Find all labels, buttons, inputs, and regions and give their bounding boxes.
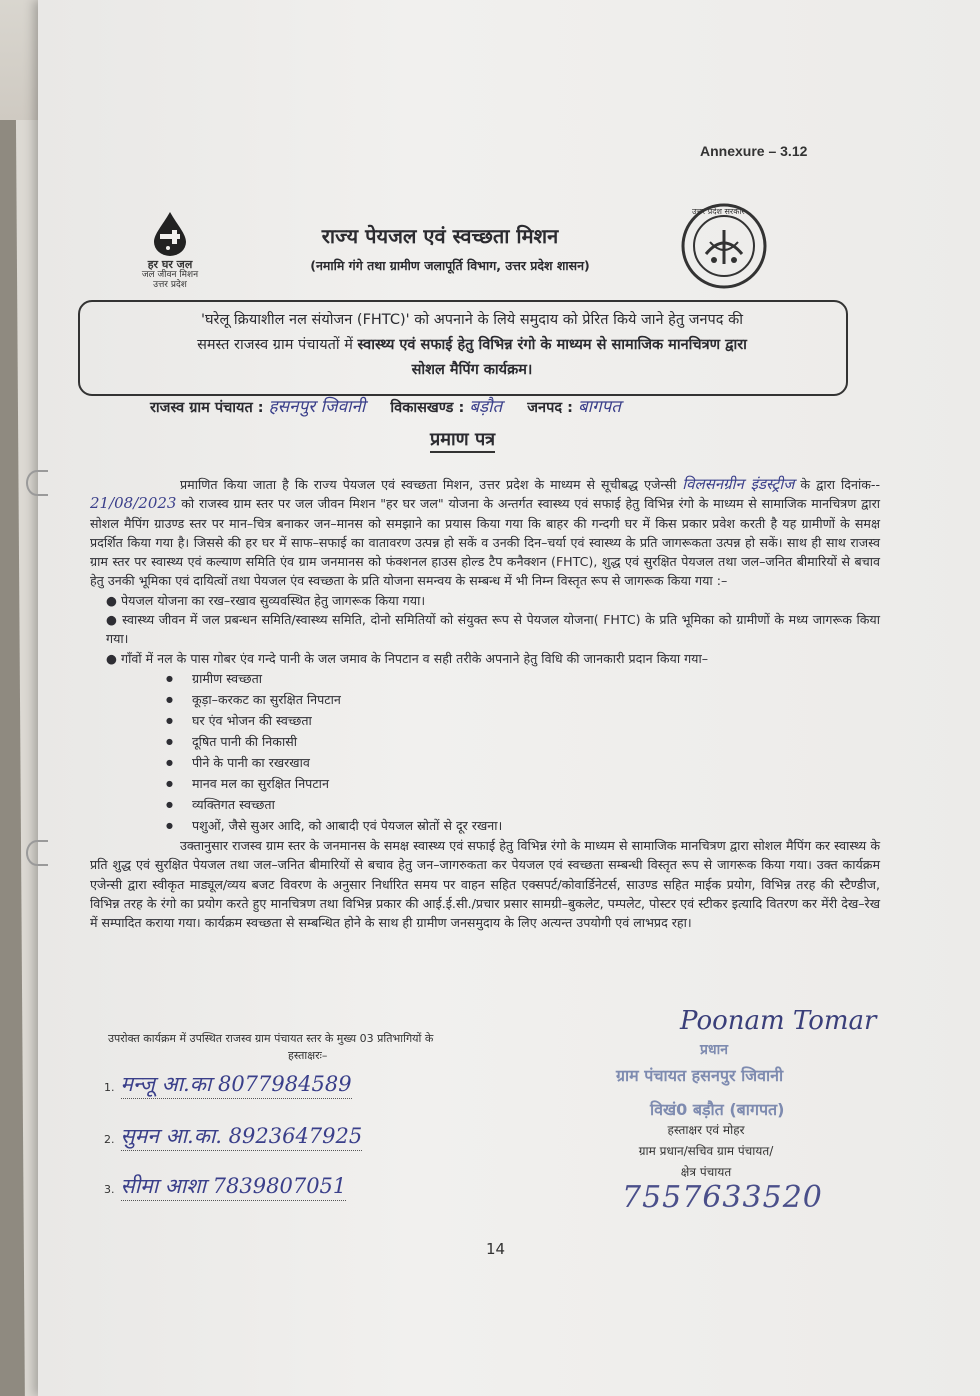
signature-number: 2. — [104, 1133, 115, 1146]
certificate-title: प्रमाण पत्र — [430, 427, 495, 453]
participant-signature-3 — [104, 1172, 346, 1201]
list-item: ● पशुओं, जैसे सुअर आदि, को आबादी एवं पेयजल स्रोतों से दूर रखना। — [166, 815, 880, 836]
location-fields — [150, 394, 850, 417]
participants-intro-line: उपरोक्त कार्यक्रम में उपस्थित राजस्व ग्राम पंचायत स्तर के मुख्य 03 प्रतिभागियों के — [108, 1032, 434, 1045]
bullet-1: ● पेयजल योजना का रख–रखाव सुव्यवस्थित हेतु जागरूक किया गया। — [106, 592, 426, 608]
list-item: ● दूषित पानी की निकासी — [166, 731, 880, 752]
participant-signature-2 — [104, 1122, 362, 1151]
program-line-3: सोशल मैपिंग कार्यक्रम। — [411, 362, 533, 378]
signer-line-1: हस्ताक्षर एवं मोहर — [667, 1123, 745, 1137]
signature-handwritten: मन्जू आ.का 8077984589 — [121, 1070, 352, 1099]
bullet-3: ● गाँवों में नल के पास गोबर एंव गन्दे पानी के जल जमाव के निपटान व सही तरीके अपनाने हेतु विधि की जानकारी प्रदान किया गया– — [106, 650, 709, 666]
program-title-text — [92, 308, 852, 383]
panchayat-value: हसनपुर जिवानी — [268, 397, 366, 417]
pradhan-signature: Poonam Tomar — [680, 1006, 877, 1036]
list-item: ● मानव मल का सुरक्षित निपटान — [166, 773, 880, 794]
logo-line-1: हर घर जल — [147, 258, 193, 271]
bullet-2: ● स्वास्थ्य जीवन में जल प्रबन्धन समिति/स्वास्थ्य समिति, दोनो समितियों को संयुक्त रूप से पेयजल योजना( FHTC) के प्रति भूमिका को ग्रामीणों के मध्य जागरूक किया गया। — [106, 612, 880, 647]
paragraph-2: उक्तानुसार राजस्व ग्राम स्तर के जनमानस के समक्ष स्वास्थ्य एवं सफाई हेतु विभिन्न रंगो के माध्यम से सामाजिक मानचित्रण द्वारा सोशल मैपिंग कर स्वास्थ्य के प्रति शुद्ध एवं सुरक्षित पेयजल तथा जल–जनित बीमारियों से बचाव हेतु जन–जागरुकता कर पेयजल एवं स्वच्छता सम्बन्धी विस्तृत रूप से जागरूक किया गया। उक्त कार्यक्रम एजेन्सी द्वारा स्वीकृत माड्यूल/व्यय बजट विवरण के अनुसार निर्धारित समय पर वाहन सहित एक्सपर्ट/कोवार्डिनेटर्स, साउण्ड सहित माईक प्रयोग, विभिन्न तरह की स्टैण्डीज, विभिन्न तरह के रंगो का प्रयोग करते हुए मानचित्रण तथा विभिन्न प्रकार की आई.ई.सी./प्रचार प्रसार सामग्री–बुकलेट, पम्पलेट, पोस्टर एवं स्टीकर इत्यादि वितरण कर मेंरी देख–रेख में सम्पादित कराया गया। कार्यक्रम स्वच्छता से सम्बन्धित होने के साथ ही ग्रामीण जनसमुदाय के लिए अत्यन्त उपयोगी एवं लाभप्रद रहा। — [90, 837, 880, 931]
mission-title: राज्य पेयजल एवं स्वच्छता मिशन — [321, 224, 559, 248]
mission-subtitle: (नमामि गंगे तथा ग्रामीण जलापूर्ति विभाग, उत्तर प्रदेश शासन) — [310, 258, 590, 273]
list-item: ● पीने के पानी का रखरखाव — [166, 752, 880, 773]
bullet-3-text: गाँवों में नल के पास गोबर एंव गन्दे पानी के जल जमाव के निपटान व सही तरीके अपनाने हेतु विधि की जानकारी प्रदान किया गया– — [121, 650, 709, 666]
logo-line-3: उत्तर प्रदेश — [153, 280, 187, 290]
bullet-1-text: पेयजल योजना का रख–रखाव सुव्यवस्थित हेतु जागरूक किया गया। — [121, 592, 426, 608]
logo-line-2: जल जीवन मिशन — [141, 270, 199, 280]
signature-number: 3. — [104, 1183, 115, 1196]
block-value: बड़ौत — [469, 397, 503, 417]
stamp-block: विखं0 बड़ौत (बागपत) — [650, 1100, 785, 1119]
bullet-2-text: स्वास्थ्य जीवन में जल प्रबन्धन समिति/स्वास्थ्य समिति, दोनो समितियों को संयुक्त रूप से पेयजल योजना( FHTC) के प्रति भूमिका को ग्रामीणों के मध्य जागरूक किया गया। — [106, 612, 880, 647]
seal-text: उत्तर प्रदेश सरकार — [692, 207, 745, 216]
sanitation-list — [166, 668, 880, 836]
certificate-body — [90, 475, 880, 932]
participants-intro-label: हस्ताक्षरः– — [288, 1049, 328, 1062]
signer-line-2: ग्राम प्रधान/सचिव ग्राम पंचायत/ — [638, 1144, 774, 1158]
p1-part-b: के द्वारा दिनांक-- — [794, 477, 880, 492]
participant-signature-1 — [104, 1070, 352, 1099]
program-line-1: 'घरेलू क्रियाशील नल संयोजन (FHTC)' को अपनाने के लिये समुदाय को प्रेरित किये जाने हेतु जनपद की — [201, 312, 743, 328]
paragraph-1 — [90, 475, 880, 591]
panchayat-label: राजस्व ग्राम पंचायत : — [150, 400, 264, 416]
block-label: विकासखण्ड : — [390, 400, 465, 416]
list-item: ● कूड़ा–करकट का सुरक्षित निपटान — [166, 689, 880, 710]
district-label: जनपद : — [527, 400, 573, 416]
signature-handwritten: सुमन आ.का. 8923647925 — [121, 1122, 363, 1151]
program-line-2-bold: स्वास्थ्य एवं सफाई हेतु विभिन्न रंगो के माध्यम से सामाजिक मानचित्रण द्वारा — [357, 337, 747, 353]
page-number: 14 — [486, 1240, 506, 1258]
har-ghar-jal-logo — [120, 210, 220, 290]
agency-name-handwritten: विलसनग्रीन इंडस्ट्रीज — [682, 475, 795, 493]
annexure-label: Annexure – 3.12 — [700, 143, 808, 159]
punch-hole — [26, 840, 48, 866]
up-government-seal — [680, 202, 768, 290]
list-item: ● व्यक्तिगत स्वच्छता — [166, 794, 880, 815]
stamp-pradhan: प्रधान — [700, 1042, 728, 1058]
p1-part-a: प्रमाणित किया जाता है कि राज्य पेयजल एवं स्वच्छता मिशन, उत्तर प्रदेश के माध्यम से सूचीबद्ध एजेन्सी — [180, 477, 683, 492]
date-handwritten: 21/08/2023 — [90, 494, 177, 513]
program-line-2-plain: समस्त राजस्व ग्राम पंचायतों में — [197, 337, 358, 353]
stamp-gram-panchayat: ग्राम पंचायत हसनपुर जिवानी — [616, 1066, 784, 1085]
district-value: बागपत — [577, 397, 621, 417]
signer-designation — [596, 1120, 816, 1183]
list-item: ● ग्रामीण स्वच्छता — [166, 668, 880, 689]
pradhan-phone-handwritten: 7557633520 — [622, 1180, 823, 1215]
signer-line-3: क्षेत्र पंचायत — [680, 1165, 732, 1179]
p1-part-c: को राजस्व ग्राम स्तर पर जल जीवन मिशन "हर घर जल" योजना के अन्तर्गत स्वास्थ्य एवं सफाई हेतु विभिन्न रंगो के माध्यम से सामाजिक मानचित्रण द्वारा सोशल मैपिंग ग्राउण्ड स्तर पर मान–चित्र बनाकर जन–मानस को समझाने का प्रयास किया गया कि बाहर की गन्दगी घर में किस प्रकार प्रवेश करती है यह ग्रामीणों के समक्ष प्रदर्शित किया गया है। जिससे की हर घर में साफ–सफाई का वातावरण उत्पन्न हो सकें व उनकी दिन–चर्या एवं स्वास्थ्य के प्रति जागरूकता उत्पन्न हो सकें। साथ ही साथ राजस्व ग्राम स्तर पर स्वास्थ्य एवं कल्याण समिति एंव ग्राम जनमानस को फंक्शनल हाउस होल्ड टैप कनैक्शन (FHTC), शुद्ध एवं सुरक्षित पेयजल तथा जल–जनित बीमारियों से बचाव हेतु उनकी भूमिका एवं दायित्वों तथा पेयजल एंव स्वच्छता के प्रति योजना समन्वय के सम्बन्ध में भी निम्न विस्तृत रूप से जागरूक किया गया :– — [90, 496, 880, 589]
punch-hole — [26, 470, 48, 496]
list-item: ● घर एंव भोजन की स्वच्छता — [166, 710, 880, 731]
signature-number: 1. — [104, 1081, 115, 1094]
participants-intro — [108, 1030, 568, 1064]
water-drop-icon — [150, 210, 190, 258]
signature-handwritten: सीमा आशा 7839807051 — [121, 1172, 347, 1201]
